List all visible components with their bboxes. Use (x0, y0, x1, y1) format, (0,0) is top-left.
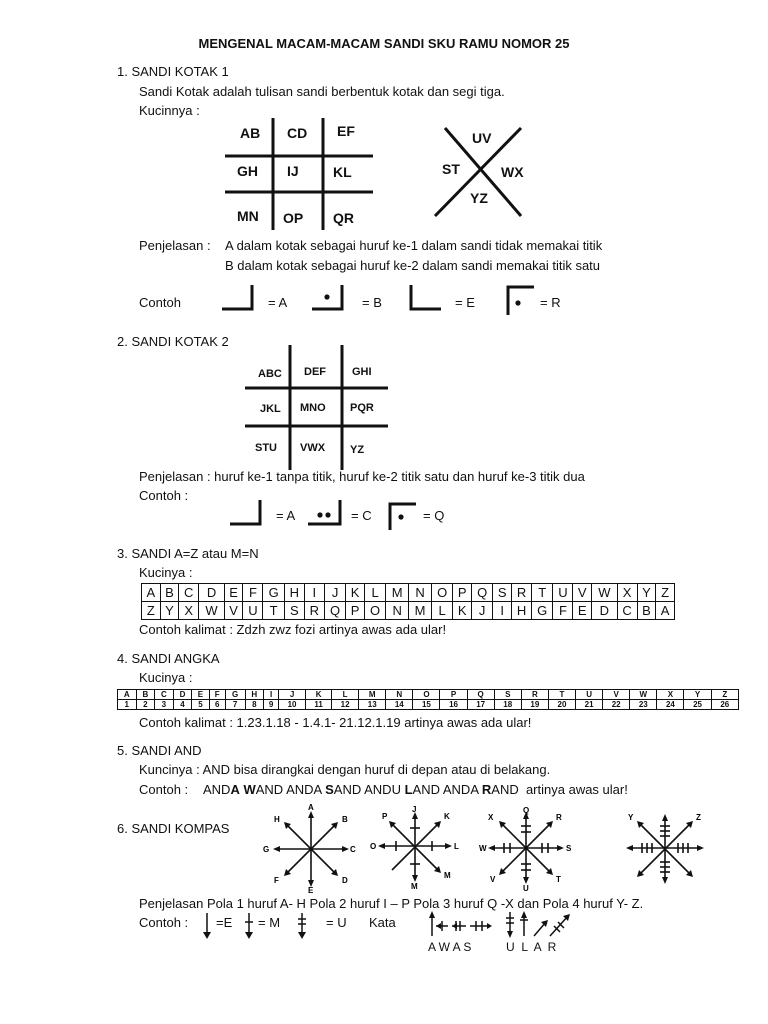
table-cell: 19 (521, 700, 548, 710)
table-cell: F (553, 602, 573, 620)
compass-label: H (274, 815, 280, 824)
table-cell: 9 (264, 700, 279, 710)
table-cell: I (493, 602, 512, 620)
table-cell: P (453, 584, 472, 602)
table-cell: 15 (413, 700, 440, 710)
table-cell: W (592, 584, 618, 602)
table-cell: K (453, 602, 472, 620)
arrow-glyph-e (200, 912, 214, 940)
table-cell: Y (684, 690, 711, 700)
table-cell: 25 (684, 700, 711, 710)
arrow-word-awas (426, 910, 494, 938)
compass-label: A (308, 803, 314, 812)
table-cell: K (346, 584, 365, 602)
table-cell: 26 (711, 700, 738, 710)
table-cell: D (592, 602, 618, 620)
section-5-example (203, 782, 628, 797)
table-cell: B (136, 690, 155, 700)
table-cell: 20 (548, 700, 575, 710)
table-cell: 14 (386, 700, 413, 710)
table-cell: Y (160, 602, 179, 620)
section-4-heading: 4. SANDI ANGKA (117, 651, 220, 666)
table-cell: X (179, 602, 199, 620)
example-fragment: AND artinya awas ular! (491, 782, 628, 797)
example-word-ular: U L A R (506, 940, 557, 954)
table-cell: 13 (359, 700, 386, 710)
example-fragment: L (404, 782, 413, 797)
table-cell: A (142, 584, 161, 602)
compass-label: X (488, 813, 494, 822)
table-cell: K (306, 690, 332, 700)
grid-cell: MN (237, 208, 259, 224)
table-cell: P (346, 602, 365, 620)
example-fragment: AND ANDA (255, 782, 326, 797)
table-cell: Q (324, 602, 345, 620)
table-cell: G (225, 690, 245, 700)
section-4-key-label: Kucinya : (139, 670, 193, 685)
table-cell: S (494, 690, 521, 700)
example-word-label: Kata (369, 915, 396, 930)
section-1-example-label: Contoh (139, 295, 181, 310)
grid-cell: YZ (350, 444, 365, 456)
compass-label: M (411, 882, 418, 890)
grid-cell: VWX (300, 442, 326, 454)
compass-pattern-2 (368, 806, 468, 890)
section-1-desc: Sandi Kotak adalah tulisan sandi berbentuk kotak dan segi tiga. (139, 84, 505, 99)
table-cell: I (304, 584, 324, 602)
example-b: = B (362, 295, 382, 310)
table-cell: O (364, 602, 385, 620)
section-3-example: Contoh kalimat : Zdzh zwz fozi artinya awas ada ular! (139, 622, 447, 637)
section-5-heading: 5. SANDI AND (117, 743, 202, 758)
table-cell: C (617, 602, 637, 620)
table-cell: 17 (467, 700, 494, 710)
table-cell: N (409, 584, 432, 602)
table-cell: G (263, 584, 284, 602)
page-title: MENGENAL MACAM-MACAM SANDI SKU RAMU NOMOR 25 (198, 36, 570, 51)
table-cell: A (118, 690, 137, 700)
table-cell: Q (471, 584, 492, 602)
table-cell: W (199, 602, 225, 620)
compass-label: W (479, 844, 487, 853)
table-cell: V (224, 602, 243, 620)
section-1-expl-label: Penjelasan : (139, 238, 211, 253)
section-6-example-label: Contoh : (139, 915, 189, 930)
table-cell: M (359, 690, 386, 700)
section-1-expl-1: A dalam kotak sebagai huruf ke-1 dalam sandi tidak memakai titik (225, 238, 603, 253)
table-cell: E (573, 602, 592, 620)
table-cell: X (617, 584, 637, 602)
table-cell: B (160, 584, 179, 602)
grid-cell: EF (337, 123, 355, 139)
compass-pattern-3 (476, 806, 576, 892)
table-cell: 11 (306, 700, 332, 710)
table-cell: F (209, 690, 225, 700)
table-cell: Z (711, 690, 738, 700)
table-cell: H (245, 690, 264, 700)
compass-label: Q (523, 806, 530, 815)
example-a: = A (268, 295, 288, 310)
table-cell: M (409, 602, 432, 620)
grid-cell: DEF (304, 366, 326, 378)
grid-cell: AB (240, 125, 261, 141)
compass-label: B (342, 815, 348, 824)
compass-label: Y (628, 813, 634, 822)
example-e: =E (216, 915, 233, 930)
example-u: = U (326, 915, 347, 930)
table-cell: 22 (603, 700, 630, 710)
compass-label: J (412, 806, 417, 814)
compass-label: S (566, 844, 572, 853)
example-fragment: A (230, 782, 240, 797)
table-row (142, 602, 675, 620)
table-cell: 5 (192, 700, 209, 710)
example-fragment: AND (203, 782, 231, 797)
section-1-key-label: Kucinnya : (139, 103, 200, 118)
section-2-expl: Penjelasan : huruf ke-1 tanpa titik, huruf ke-2 titik satu dan huruf ke-3 titik dua (139, 469, 585, 484)
compass-label: T (556, 875, 561, 884)
section-1-expl-2: B dalam kotak sebagai huruf ke-2 dalam sandi memakai titik satu (225, 258, 601, 273)
table-cell: L (431, 602, 452, 620)
table-cell: N (386, 690, 413, 700)
table-cell: L (364, 584, 385, 602)
table-cell: A (656, 602, 675, 620)
example-fragment: W (243, 782, 256, 797)
glyph-a (220, 283, 258, 313)
table-cell: 24 (657, 700, 684, 710)
table-cell: C (155, 690, 174, 700)
section-6-heading: 6. SANDI KOMPAS (117, 821, 230, 836)
table-cell: T (532, 584, 553, 602)
x-cell-bottom: YZ (470, 190, 488, 206)
table-cell: R (521, 690, 548, 700)
table-cell: 21 (576, 700, 603, 710)
table-cell: L (332, 690, 359, 700)
table-cell: 7 (225, 700, 245, 710)
sandi-angka-table (117, 689, 739, 710)
table-cell: 23 (630, 700, 657, 710)
example-fragment: AND ANDA (412, 782, 482, 797)
section-4-example: Contoh kalimat : 1.23.1.18 - 1.4.1- 21.12.1.19 artinya awas ada ular! (139, 715, 532, 730)
table-cell: D (173, 690, 192, 700)
table-cell: O (431, 584, 452, 602)
table-cell: M (386, 584, 409, 602)
section-2-example-label: Contoh : (139, 488, 189, 503)
table-cell: 6 (209, 700, 225, 710)
arrow-glyph-u (295, 912, 309, 940)
glyph-r (500, 283, 540, 317)
table-cell: 10 (279, 700, 306, 710)
glyph-q (384, 500, 420, 532)
table-cell: V (603, 690, 630, 700)
grid-cell: JKL (260, 403, 281, 415)
grid-cell: QR (333, 210, 354, 226)
table-row (142, 584, 675, 602)
table-cell: T (263, 602, 284, 620)
glyph-a (228, 498, 266, 528)
table-cell: R (304, 602, 324, 620)
table-cell: I (264, 690, 279, 700)
table-cell: Q (467, 690, 494, 700)
compass-label: P (382, 812, 388, 821)
table-row (118, 690, 739, 700)
compass-pattern-4 (620, 806, 720, 892)
table-cell: H (284, 584, 304, 602)
example-fragment: R (481, 782, 492, 797)
table-cell: J (324, 584, 345, 602)
grid-cell: GHI (352, 366, 372, 378)
table-cell: 12 (332, 700, 359, 710)
table-cell: 16 (440, 700, 467, 710)
compass-label: U (523, 884, 529, 892)
example-r: = R (540, 295, 561, 310)
table-cell: W (630, 690, 657, 700)
table-cell: O (413, 690, 440, 700)
table-cell: E (192, 690, 209, 700)
compass-label: K (444, 812, 450, 821)
compass-label: L (454, 842, 459, 851)
table-cell: N (386, 602, 409, 620)
arrow-word-ular (504, 910, 572, 940)
table-cell: 2 (136, 700, 155, 710)
example-c: = C (351, 508, 372, 523)
compass-label: O (370, 842, 377, 851)
table-cell: C (179, 584, 199, 602)
table-cell: T (548, 690, 575, 700)
table-cell: U (553, 584, 573, 602)
table-cell: P (440, 690, 467, 700)
table-cell: 18 (494, 700, 521, 710)
example-word-awas: A W A S (428, 940, 472, 954)
example-fragment: AND ANDU (333, 782, 405, 797)
compass-label: G (263, 845, 270, 854)
section-5-example-label: Contoh : (139, 782, 189, 797)
table-cell: 1 (118, 700, 137, 710)
table-cell: Z (142, 602, 161, 620)
grid-cell: IJ (287, 163, 299, 179)
table-cell: J (471, 602, 492, 620)
table-cell: X (657, 690, 684, 700)
example-a: = A (276, 508, 296, 523)
example-e: = E (455, 295, 475, 310)
table-cell: 3 (155, 700, 174, 710)
glyph-e (405, 283, 445, 313)
table-cell: J (279, 690, 306, 700)
table-cell: B (637, 602, 656, 620)
arrow-glyph-m (242, 912, 256, 940)
section-1-heading: 1. SANDI KOTAK 1 (117, 64, 229, 79)
grid-cell: STU (255, 442, 277, 454)
compass-label: M (444, 871, 451, 880)
glyph-c (306, 498, 346, 528)
section-3-heading: 3. SANDI A=Z atau M=N (117, 546, 259, 561)
example-fragment: S (325, 782, 334, 797)
grid-cell: ABC (258, 368, 282, 380)
compass-label: V (490, 875, 496, 884)
table-cell: D (199, 584, 225, 602)
table-row (118, 700, 739, 710)
grid-cell: PQR (350, 402, 374, 414)
section-5-desc: Kuncinya : AND bisa dirangkai dengan huruf di depan atau di belakang. (139, 762, 551, 777)
x-cell-right: WX (501, 164, 524, 180)
table-cell: G (532, 602, 553, 620)
table-cell: U (243, 602, 263, 620)
grid-cell: GH (237, 163, 258, 179)
grid-cell: KL (333, 164, 352, 180)
table-cell: S (493, 584, 512, 602)
section-6-expl: Penjelasan Pola 1 huruf A- H Pola 2 huruf I – P Pola 3 huruf Q -X dan Pola 4 huruf Y- Z. (139, 896, 644, 911)
table-cell: V (573, 584, 592, 602)
table-cell: R (512, 584, 532, 602)
section-3-key-label: Kucinya : (139, 565, 193, 580)
grid-cell: OP (283, 210, 304, 226)
table-cell: S (284, 602, 304, 620)
grid-cell: MNO (300, 402, 326, 414)
table-cell: F (243, 584, 263, 602)
compass-label: F (274, 876, 279, 885)
sandi-az-table (141, 583, 675, 620)
compass-label: C (350, 845, 356, 854)
table-cell: 8 (245, 700, 264, 710)
compass-label: R (556, 813, 562, 822)
example-m: = M (258, 915, 281, 930)
x-cell-left: ST (442, 161, 460, 177)
table-cell: U (576, 690, 603, 700)
glyph-b (310, 283, 350, 313)
compass-pattern-1 (258, 803, 358, 893)
example-q: = Q (423, 508, 445, 523)
table-cell: E (224, 584, 243, 602)
compass-label: E (308, 886, 314, 893)
compass-label: D (342, 876, 348, 885)
table-cell: 4 (173, 700, 192, 710)
x-cell-top: UV (472, 130, 492, 146)
compass-label: Z (696, 813, 701, 822)
table-cell: Y (637, 584, 656, 602)
section-2-heading: 2. SANDI KOTAK 2 (117, 334, 229, 349)
grid-cell: CD (287, 125, 308, 141)
table-cell: Z (656, 584, 675, 602)
table-cell: H (512, 602, 532, 620)
